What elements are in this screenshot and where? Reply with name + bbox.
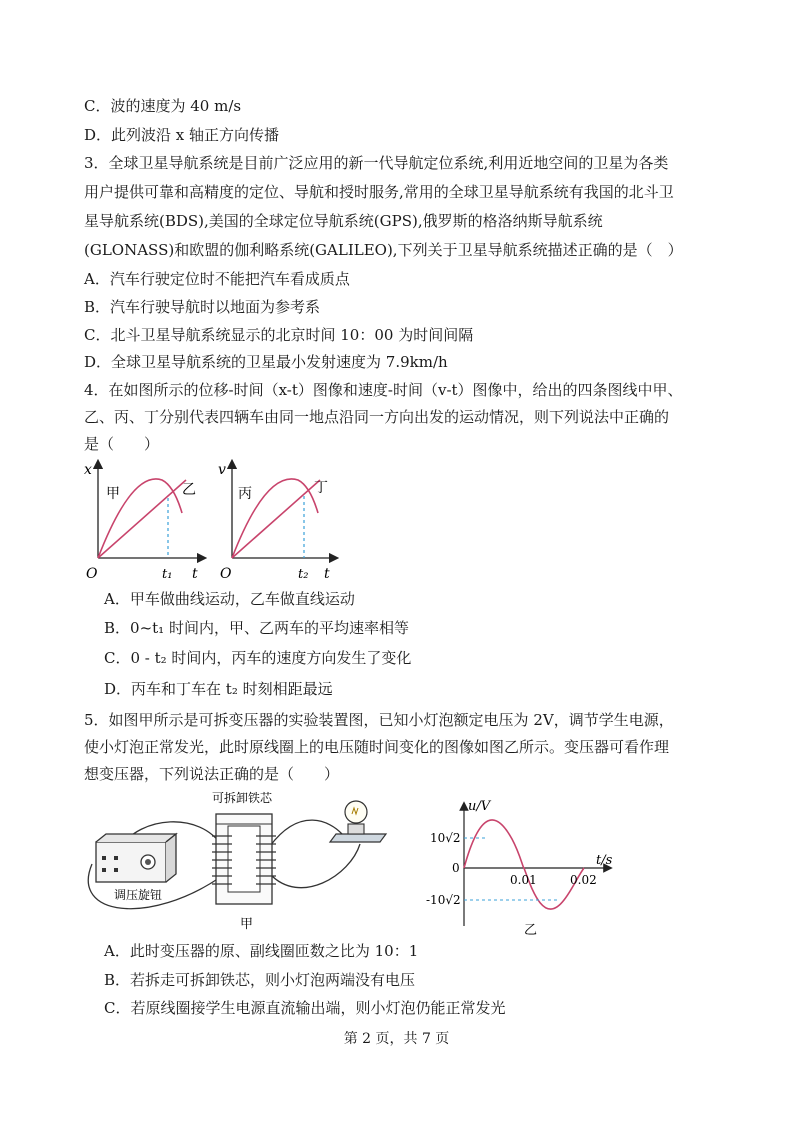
origin-label: 0 xyxy=(452,861,460,875)
q3-stem-line-3: 星导航系统(BDS),美国的全球定位导航系统(GPS),俄罗斯的格洛纳斯导航系统 xyxy=(84,212,603,230)
y-label: u/V xyxy=(468,799,491,814)
q4-graph-vt xyxy=(214,458,339,586)
q5-figure-ut-graph xyxy=(420,794,620,944)
q3-stem-line-1: 3．全球卫星导航系统是目前广泛应用的新一代导航定位系统,利用近地空间的卫星为各类 xyxy=(84,154,669,172)
q5-stem-line-2: 使小灯泡正常发光，此时原线圈上的电压随时间变化的图像如图乙所示。变压器可看作理 xyxy=(84,738,670,756)
terminal-4 xyxy=(114,868,118,872)
prev-option-c: C．波的速度为 40 m/s xyxy=(84,97,242,115)
ymax-label: 10√2 xyxy=(430,831,461,845)
curve-label: 丙 xyxy=(238,486,252,502)
bulb-socket xyxy=(348,824,364,834)
terminal-1 xyxy=(102,856,106,860)
q3-stem-line-4: (GLONASS)和欧盟的伽利略系统(GALILEO),下列关于卫星导航系统描述正确的是（ ） xyxy=(84,241,683,259)
q5-option-b: B．若拆走可拆卸铁芯，则小灯泡两端没有电压 xyxy=(104,971,416,989)
q3-option-d: D．全球卫星导航系统的卫星最小发射速度为 7.9km/h xyxy=(84,353,448,371)
q4-graph-xt xyxy=(82,458,207,586)
knob-center xyxy=(145,859,151,865)
q5-stem-line-3: 想变压器，下列说法正确的是（ ） xyxy=(84,765,340,783)
q4-stem-line-3: 是（ ） xyxy=(84,435,160,453)
sine-wave xyxy=(464,820,584,909)
line-label: 乙 xyxy=(182,482,196,498)
power-supply-top xyxy=(96,834,176,842)
q3-stem-line-2: 用户提供可靠和高精度的定位、导航和授时服务,常用的全球卫星导航系统有我国的北斗卫 xyxy=(84,183,674,201)
line-label: 丁 xyxy=(314,480,328,496)
q3-option-b: B．汽车行驶导航时以地面为参考系 xyxy=(84,298,321,316)
terminal-3 xyxy=(114,856,118,860)
q3-option-a: A．汽车行驶定位时不能把汽车看成质点 xyxy=(84,270,350,288)
tick-label: t₂ xyxy=(298,567,309,582)
page-number: 第 2 页，共 7 页 xyxy=(343,1031,450,1047)
q5-figure-apparatus xyxy=(80,786,410,934)
q5-option-c: C．若原线圈接学生电源直流输出端，则小灯泡仍能正常发光 xyxy=(104,999,506,1017)
t1-label: 0.01 xyxy=(510,873,537,887)
fig-b-caption: 乙 xyxy=(524,923,538,938)
core-window xyxy=(228,826,260,892)
t2-label: 0.02 xyxy=(570,873,597,887)
q4-option-c: C．0 - t₂ 时间内，丙车的速度方向发生了变化 xyxy=(104,649,412,667)
prev-option-d: D．此列波沿 x 轴正方向传播 xyxy=(84,126,280,144)
knob-label: 调压旋钮 xyxy=(114,888,163,902)
power-supply-side xyxy=(166,834,176,882)
origin-label: O xyxy=(86,566,98,582)
curve-label: 甲 xyxy=(106,486,120,502)
wire-4 xyxy=(270,844,360,888)
bulb-base-plate xyxy=(330,834,386,842)
bulb-icon xyxy=(345,801,367,823)
y-label: v xyxy=(218,462,226,478)
core-label: 可拆卸铁芯 xyxy=(212,791,273,805)
q4-option-b: B．0~t₁ 时间内，甲、乙两车的平均速率相等 xyxy=(104,619,409,637)
tick-label: t₁ xyxy=(162,567,173,582)
ymin-label: -10√2 xyxy=(426,893,461,907)
x-label: t/s xyxy=(596,853,613,868)
x-label: t xyxy=(192,566,198,582)
y-label: x xyxy=(84,462,92,478)
fig-a-caption: 甲 xyxy=(240,917,254,932)
q4-option-d: D．丙车和丁车在 t₂ 时刻相距最远 xyxy=(104,680,333,698)
terminal-2 xyxy=(102,868,106,872)
q4-stem-line-2: 乙、丙、丁分别代表四辆车由同一地点沿同一方向出发的运动情况，则下列说法中正确的 xyxy=(84,408,670,426)
q5-option-a: A．此时变压器的原、副线圈匝数之比为 10：1 xyxy=(104,942,419,960)
x-label: t xyxy=(324,566,330,582)
q5-stem-line-1: 5．如图甲所示是可拆变压器的实验装置图，已知小灯泡额定电压为 2V，调节学生电源， xyxy=(84,711,674,729)
origin-label: O xyxy=(220,566,232,582)
q4-option-a: A．甲车做曲线运动，乙车做直线运动 xyxy=(104,590,355,608)
q3-option-c: C．北斗卫星导航系统显示的北京时间 10：00 为时间间隔 xyxy=(84,326,474,344)
q4-stem-line-1: 4．在如图所示的位移-时间（x-t）图像和速度-时间（v-t）图像中，给出的四条图线中甲、 xyxy=(84,381,683,399)
